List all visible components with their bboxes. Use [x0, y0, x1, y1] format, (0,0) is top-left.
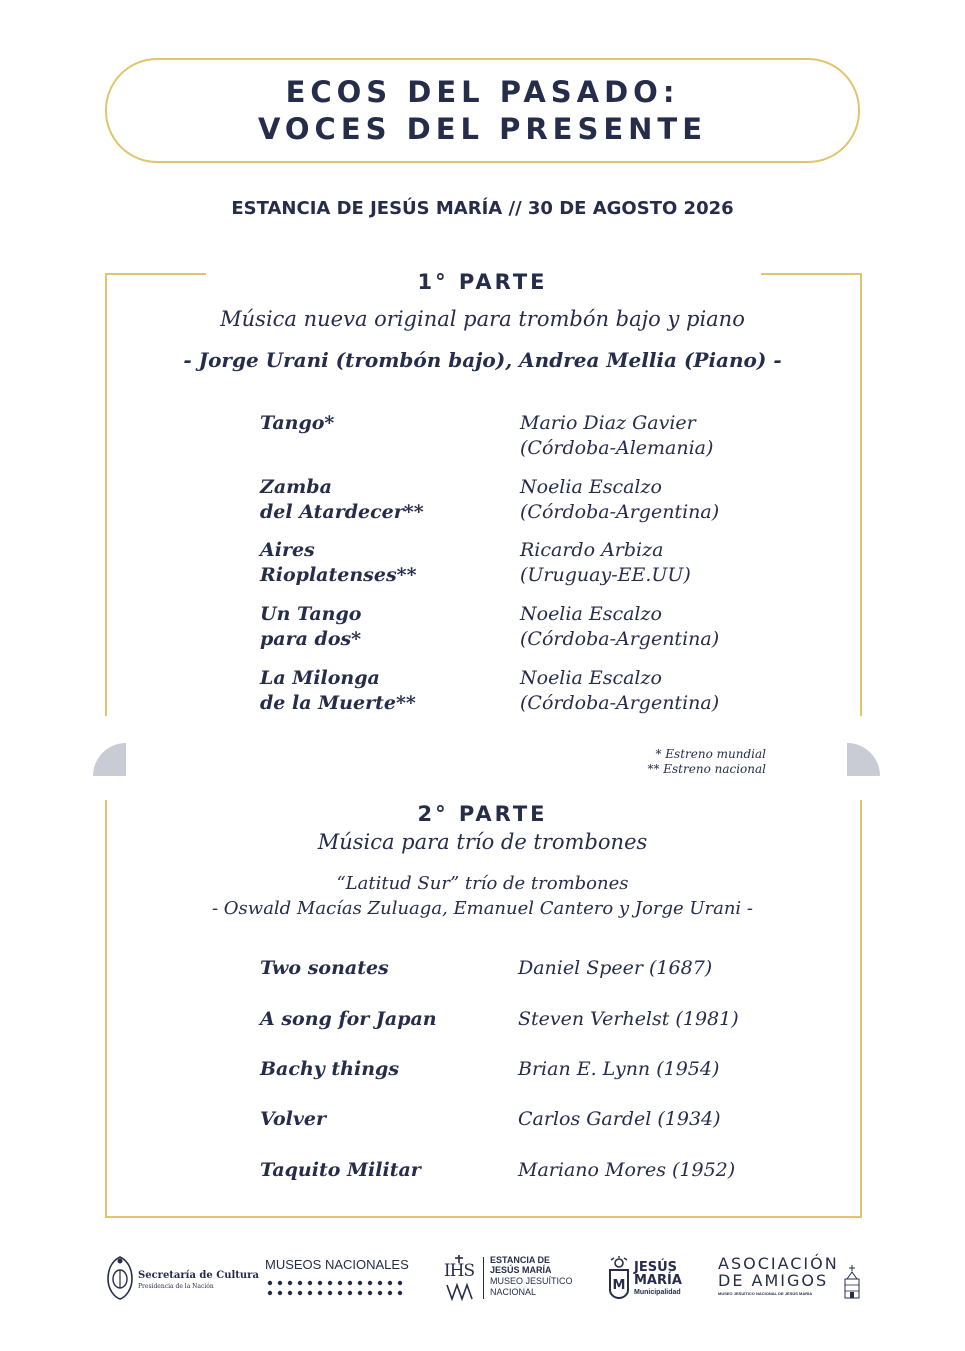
part1-performers: - Jorge Urani (trombón bajo), Andrea Mellia (Piano) - [183, 348, 782, 372]
piece-composer: Carlos Gardel (1934) [518, 1108, 721, 1130]
part2-ensemble: “Latitud Sur” trío de trombones [336, 873, 629, 894]
venue-date: ESTANCIA DE JESÚS MARÍA // 30 DE AGOSTO 2026 [231, 198, 734, 219]
cross-icon [444, 1255, 474, 1301]
asociacion-amigos-logo [718, 1255, 863, 1301]
jm-line-2: MARÍA [634, 1273, 682, 1288]
piece-title: A song for Japan [260, 1008, 437, 1030]
part2-heading: 2° PARTE [417, 802, 548, 826]
coat-of-arms-icon [106, 1255, 134, 1301]
piece-title: Two sonates [260, 957, 389, 979]
part2-description: Música para trío de trombones [317, 830, 648, 854]
jm-line-3: Municipalidad [634, 1289, 681, 1296]
piece-title: Un Tango para dos* [260, 603, 362, 650]
secretaria-cultura-logo [106, 1255, 259, 1301]
piece-composer: Noelia Escalzo (Córdoba-Argentina) [520, 667, 720, 714]
estancia-line-1: ESTANCIA DE [490, 1255, 551, 1265]
dots-pattern-icon [267, 1279, 409, 1297]
piece-composer: Noelia Escalzo (Córdoba-Argentina) [520, 476, 720, 523]
frame-right-upper [860, 273, 862, 716]
piece-composer: Daniel Speer (1687) [518, 957, 713, 979]
title-line-1: ECOS DEL PASADO: [285, 74, 680, 109]
frame-left-lower [105, 800, 107, 1218]
museos-nacionales-logo [265, 1257, 410, 1299]
divider-ornament-left [93, 743, 126, 776]
amigos-line-3: MUSEO JESUÍTICO NACIONAL DE JESÚS MARÍA [718, 1291, 813, 1296]
frame-left-upper [105, 273, 107, 716]
frame-bottom [105, 1216, 862, 1218]
ihs-monogram: IHS [443, 1261, 475, 1281]
piece-composer: Steven Verhelst (1981) [518, 1008, 739, 1030]
piece-title: Taquito Militar [260, 1159, 421, 1181]
title-banner [105, 58, 860, 163]
jm-line-1: JESÚS [634, 1260, 677, 1275]
premiere-notes [647, 747, 766, 777]
estancia-line-4: NACIONAL [490, 1287, 537, 1297]
crest-icon [607, 1256, 631, 1300]
estancia-line-3: MUSEO JESUÍTICO [490, 1276, 573, 1286]
piece-composer: Noelia Escalzo (Córdoba-Argentina) [520, 603, 720, 650]
piece-composer: Mariano Mores (1952) [518, 1159, 736, 1181]
logo-divider [483, 1257, 484, 1299]
piece-title: Zamba del Atardecer** [260, 476, 424, 523]
part2-performers: - Oswald Macías Zuluaga, Emanuel Cantero y Jorge Urani - [211, 898, 753, 919]
part1-description: Música nueva original para trombón bajo y piano [220, 307, 745, 331]
piece-composer: Ricardo Arbiza (Uruguay-EE.UU) [520, 539, 691, 586]
amigos-line-1: ASOCIACIÓN [718, 1254, 839, 1273]
note-world-premiere: * Estreno mundial [655, 747, 766, 761]
piece-title: La Milonga de la Muerte** [260, 667, 416, 714]
piece-title: Volver [260, 1108, 327, 1130]
note-national-premiere: ** Estreno nacional [647, 762, 766, 776]
piece-title: Bachy things [260, 1058, 400, 1080]
divider-ornament-right [847, 743, 880, 776]
svg-text:M: M [612, 1278, 626, 1293]
piece-composer: Mario Diaz Gavier (Córdoba-Alemania) [520, 412, 714, 459]
cultura-name: Secretaría de Cultura [138, 1270, 259, 1281]
part1-heading: 1° PARTE [417, 270, 548, 294]
piece-composer: Brian E. Lynn (1954) [518, 1058, 720, 1080]
amigos-line-2: DE AMIGOS [718, 1271, 829, 1290]
title-line-2: VOCES DEL PRESENTE [257, 111, 708, 146]
museos-label: MUSEOS NACIONALES [265, 1257, 409, 1272]
estancia-line-2: JESÚS MARÍA [490, 1265, 552, 1275]
piece-title: Tango* [260, 412, 335, 434]
piece-title: Aires Rioplatenses** [260, 539, 417, 586]
jesus-maria-municipalidad-logo [607, 1256, 687, 1300]
church-icon [842, 1265, 862, 1299]
cultura-sub: Presidencia de la Nación [138, 1283, 214, 1290]
estancia-jesus-maria-logo [440, 1255, 580, 1301]
frame-right-lower [860, 800, 862, 1218]
